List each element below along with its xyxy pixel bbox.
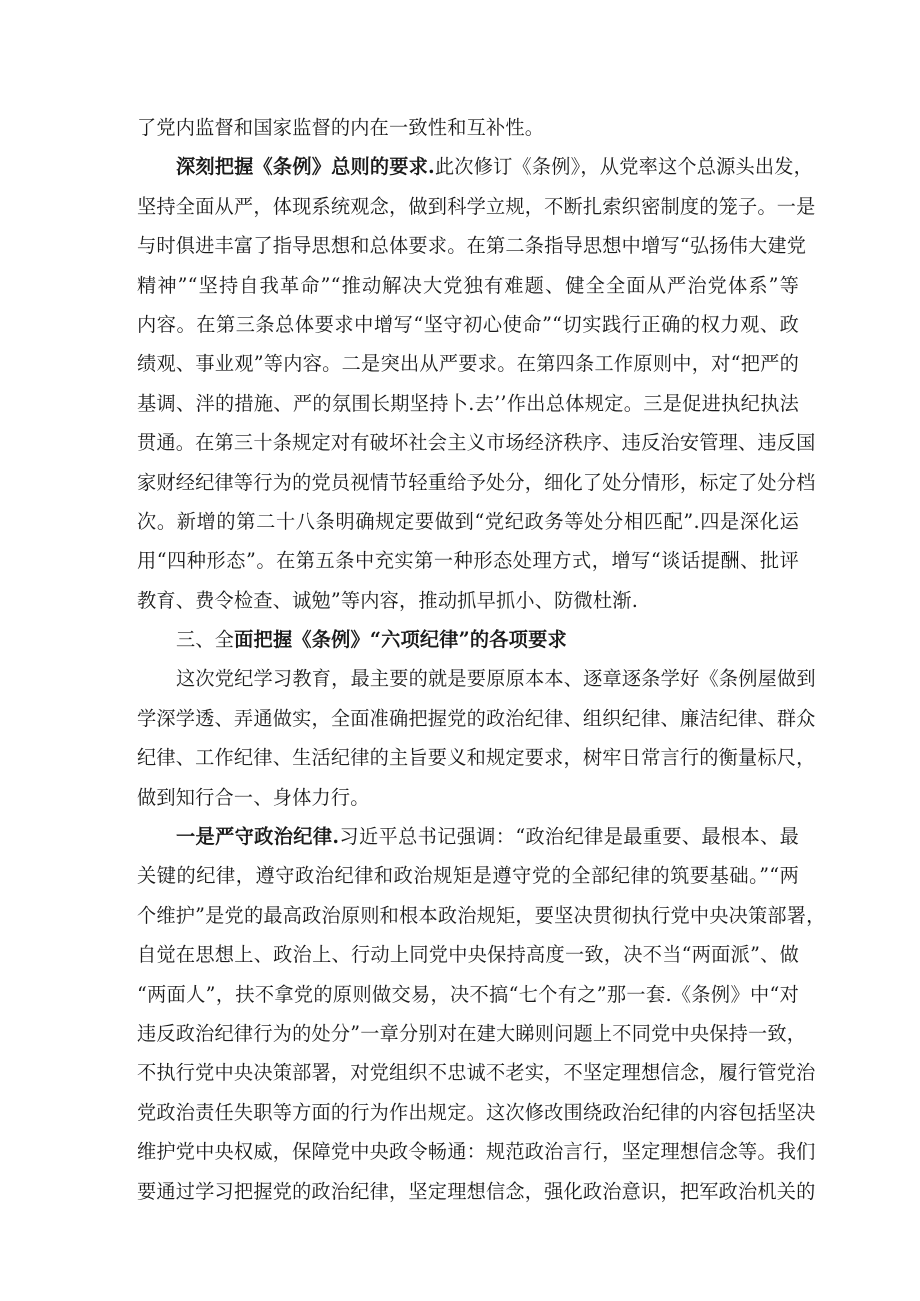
text-line: 党政治责任失职等方面的行为作出规定。这次修改围绕政治纪律的内容包括坚决 bbox=[137, 1100, 816, 1124]
text-line: 学深学透、弄通做实，全面准确把握党的政治纪律、组织纪律、廉洁纪律、群众 bbox=[137, 706, 816, 730]
text-line: 教育、费令检查、诚勉”等内容，推动抓早抓小、防微杜渐. bbox=[137, 588, 638, 612]
document-page bbox=[137, 108, 826, 1211]
text-line: 不执行党中央决策部署，对党组织不忠诚不老实，不坚定理想信念，履行管党治 bbox=[137, 1061, 816, 1085]
section-heading bbox=[137, 620, 799, 659]
paragraph-text: 此次修订《条例》，从党率这个总源头出发， bbox=[434, 155, 814, 179]
text-line: 基调、泮的措施、严的氛围长期坚持卜.去’’作出总体规定。三是促进执纪执法 bbox=[137, 391, 799, 415]
text-line: 违反政治纪律行为的处分”一章分别对在建大睇则问题上不同党中央保持一致， bbox=[137, 1021, 807, 1045]
paragraph-line bbox=[137, 817, 799, 856]
text-line: 纪律、工作纪律、生活纪律的主旨要义和规定要求，树牢日常言行的衡量标尺， bbox=[137, 746, 816, 770]
text-line: 坚持全面从严，体现系统观念，做到科学立规，不断扎索织密制度的笼子。一是 bbox=[137, 194, 816, 218]
section-lead: 深刻把握《条例》总则的要求. bbox=[176, 155, 435, 179]
text-line: 了党内监督和国家监督的内在一致性和互补性。 bbox=[137, 116, 545, 139]
text-line: 次。新增的第二十八条明确规定要做到“党纪政务等处分相匹配”.四是深化运 bbox=[137, 509, 799, 533]
text-line: 个维护”是党的最高政治原则和根本政治规矩，要坚决贯彻执行党中央决策部署， bbox=[137, 903, 826, 927]
text-line: 做到知行合一、身体力行。 bbox=[137, 785, 370, 809]
text-line: 维护党中央权威，保障党中央政令畅通：规范政治言行，坚定理想信念等。我们 bbox=[137, 1140, 816, 1164]
text-line: 关键的纪律，遵守政治纪律和政治规矩是遵守党的全部纪律的筑要基础。”“两 bbox=[137, 864, 799, 888]
section-lead: 一是严守政治纪律. bbox=[176, 825, 340, 849]
text-line: 内容。在第三条总体要求中增写“坚守初心使命”“切实践行正确的权力观、政 bbox=[137, 312, 799, 336]
paragraph-text: 习近平总书记强调：“政治纪律是最重要、最根本、最 bbox=[339, 825, 800, 849]
paragraph-line bbox=[137, 147, 814, 186]
text-line: 自觉在思想上、政治上、行动上同党中央保持高度一致，决不当“两面派”、做 bbox=[137, 943, 799, 967]
text-line: 精神”“坚持自我革命”“推动解决大党独有难题、健全全面从严治党体系”等 bbox=[137, 273, 799, 297]
text-line: 绩观、事业观”等内容。二是突出从严要求。在第四条工作原则中，对“把严的 bbox=[137, 352, 799, 376]
text-line: 贯通。在第三十条规定对有破坏社会主义市场经济秩序、违反治安管理、违反国 bbox=[137, 431, 816, 455]
text-line: “两面人”，扶不拿党的原则做交易，决不搞“七个有之”那一套.《条例》中“对 bbox=[137, 982, 799, 1006]
text-line: 用“四种形态”。在第五条中充实第一种形态处理方式，增写“谈话提酬、批评 bbox=[137, 549, 799, 573]
heading-prefix: 三、全 bbox=[176, 628, 235, 652]
heading-text: 面把握《条例》“六项纪律”的各项要求 bbox=[234, 628, 567, 652]
paragraph-line: 这次党纪学习教育，最主要的就是要原原本本、逐章逐条学好《条例屋做到 bbox=[176, 667, 816, 691]
text-line: 要通过学习把握党的政治纪律，坚定理想信念，强化政治意识，把军政治机关的 bbox=[137, 1179, 816, 1203]
text-line: 家财经纪律等行为的党员视情节轻重给予处分，细化了处分情形，标定了处分档 bbox=[137, 470, 816, 494]
text-line: 与时俱进丰富了指导思想和总体要求。在第二条指导思想中增写“弘扬伟大建党 bbox=[137, 234, 807, 258]
